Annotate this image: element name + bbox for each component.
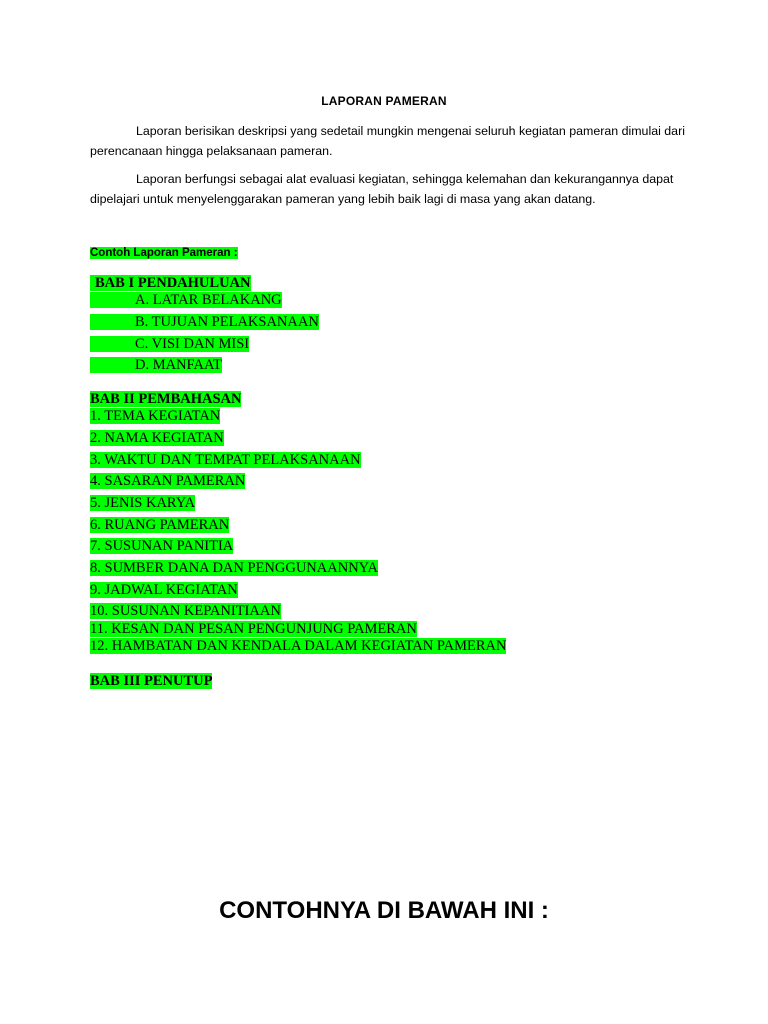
bab1-item-highlight	[90, 336, 249, 352]
bab2-item	[90, 560, 378, 577]
bab1-item	[90, 292, 282, 309]
bab1-item	[90, 357, 222, 374]
bab2-item-text: 6. RUANG PAMERAN	[90, 517, 230, 533]
bab1-item-text: D. MANFAAT	[135, 357, 222, 373]
bab1-item-highlight	[90, 292, 282, 308]
bab2-item-text: 12. HAMBATAN DAN KENDALA DALAM KEGIATAN PAMERAN	[90, 638, 507, 654]
bab2-item	[90, 517, 229, 534]
bab2-item-text: 10. SUSUNAN KEPANITIAAN	[90, 603, 281, 619]
bab2-item	[90, 408, 220, 425]
bab2-item-text: 3. WAKTU DAN TEMPAT PELAKSANAAN	[90, 452, 361, 468]
bab2-heading	[90, 391, 241, 408]
bab1-heading	[90, 275, 251, 292]
bab2-item-text: 11. KESAN DAN PESAN PENGUNJUNG PAMERAN	[90, 621, 417, 637]
bab2-item-text: 2. NAMA KEGIATAN	[90, 430, 224, 446]
example-heading	[90, 247, 238, 259]
intro-paragraph-text: Laporan berisikan deskripsi yang sedetail mungkin mengenai seluruh kegiatan pameran dimulai dari perencanaan hingga pelaksanaan pameran.	[90, 124, 685, 158]
bab2-item	[90, 452, 361, 469]
bab3-heading	[90, 673, 212, 690]
bab2-item	[90, 495, 195, 512]
intro-paragraph	[90, 121, 690, 161]
bab2-item	[90, 638, 506, 655]
bab2-heading-text: BAB II PEMBAHASAN	[90, 391, 242, 407]
bab1-item-highlight	[90, 314, 319, 330]
bab2-item	[90, 430, 224, 447]
bab2-item	[90, 473, 245, 490]
bab1-item-text: B. TUJUAN PELAKSANAAN	[135, 314, 319, 330]
bab1-item	[90, 314, 319, 331]
bab2-item-text: 5. JENIS KARYA	[90, 495, 196, 511]
bab2-item	[90, 603, 281, 620]
bab2-item	[90, 621, 417, 638]
bab1-item-highlight	[90, 357, 222, 373]
bab2-item-text: 8. SUMBER DANA DAN PENGGUNAANNYA	[90, 560, 379, 576]
bab1-heading-text: BAB I PENDAHULUAN	[95, 275, 251, 291]
bab2-item	[90, 582, 238, 599]
bab2-item	[90, 538, 233, 555]
bab2-item-text: 9. JADWAL KEGIATAN	[90, 582, 238, 598]
bab3-heading-text: BAB III PENUTUP	[90, 673, 213, 689]
example-heading-text: Contoh Laporan Pameran :	[90, 247, 238, 259]
bab1-item-text: A. LATAR BELAKANG	[135, 292, 282, 308]
bab2-item-text: 4. SASARAN PAMERAN	[90, 473, 246, 489]
bab1-item-text: C. VISI DAN MISI	[135, 336, 250, 352]
bab1-item	[90, 336, 249, 353]
function-paragraph	[90, 169, 690, 209]
bottom-heading: CONTOHNYA DI BAWAH INI :	[219, 897, 549, 924]
function-paragraph-text: Laporan berfungsi sebagai alat evaluasi kegiatan, sehingga kelemahan dan kekurangannya dapat dipelajari untuk menyelenggarakan pameran yang lebih baik lagi di masa yang akan datang.	[90, 172, 674, 206]
bab1-heading-highlight	[90, 275, 251, 291]
bab2-item-text: 7. SUSUNAN PANITIA	[90, 538, 234, 554]
bab2-item-text: 1. TEMA KEGIATAN	[90, 408, 221, 424]
page-title: LAPORAN PAMERAN	[321, 94, 447, 108]
